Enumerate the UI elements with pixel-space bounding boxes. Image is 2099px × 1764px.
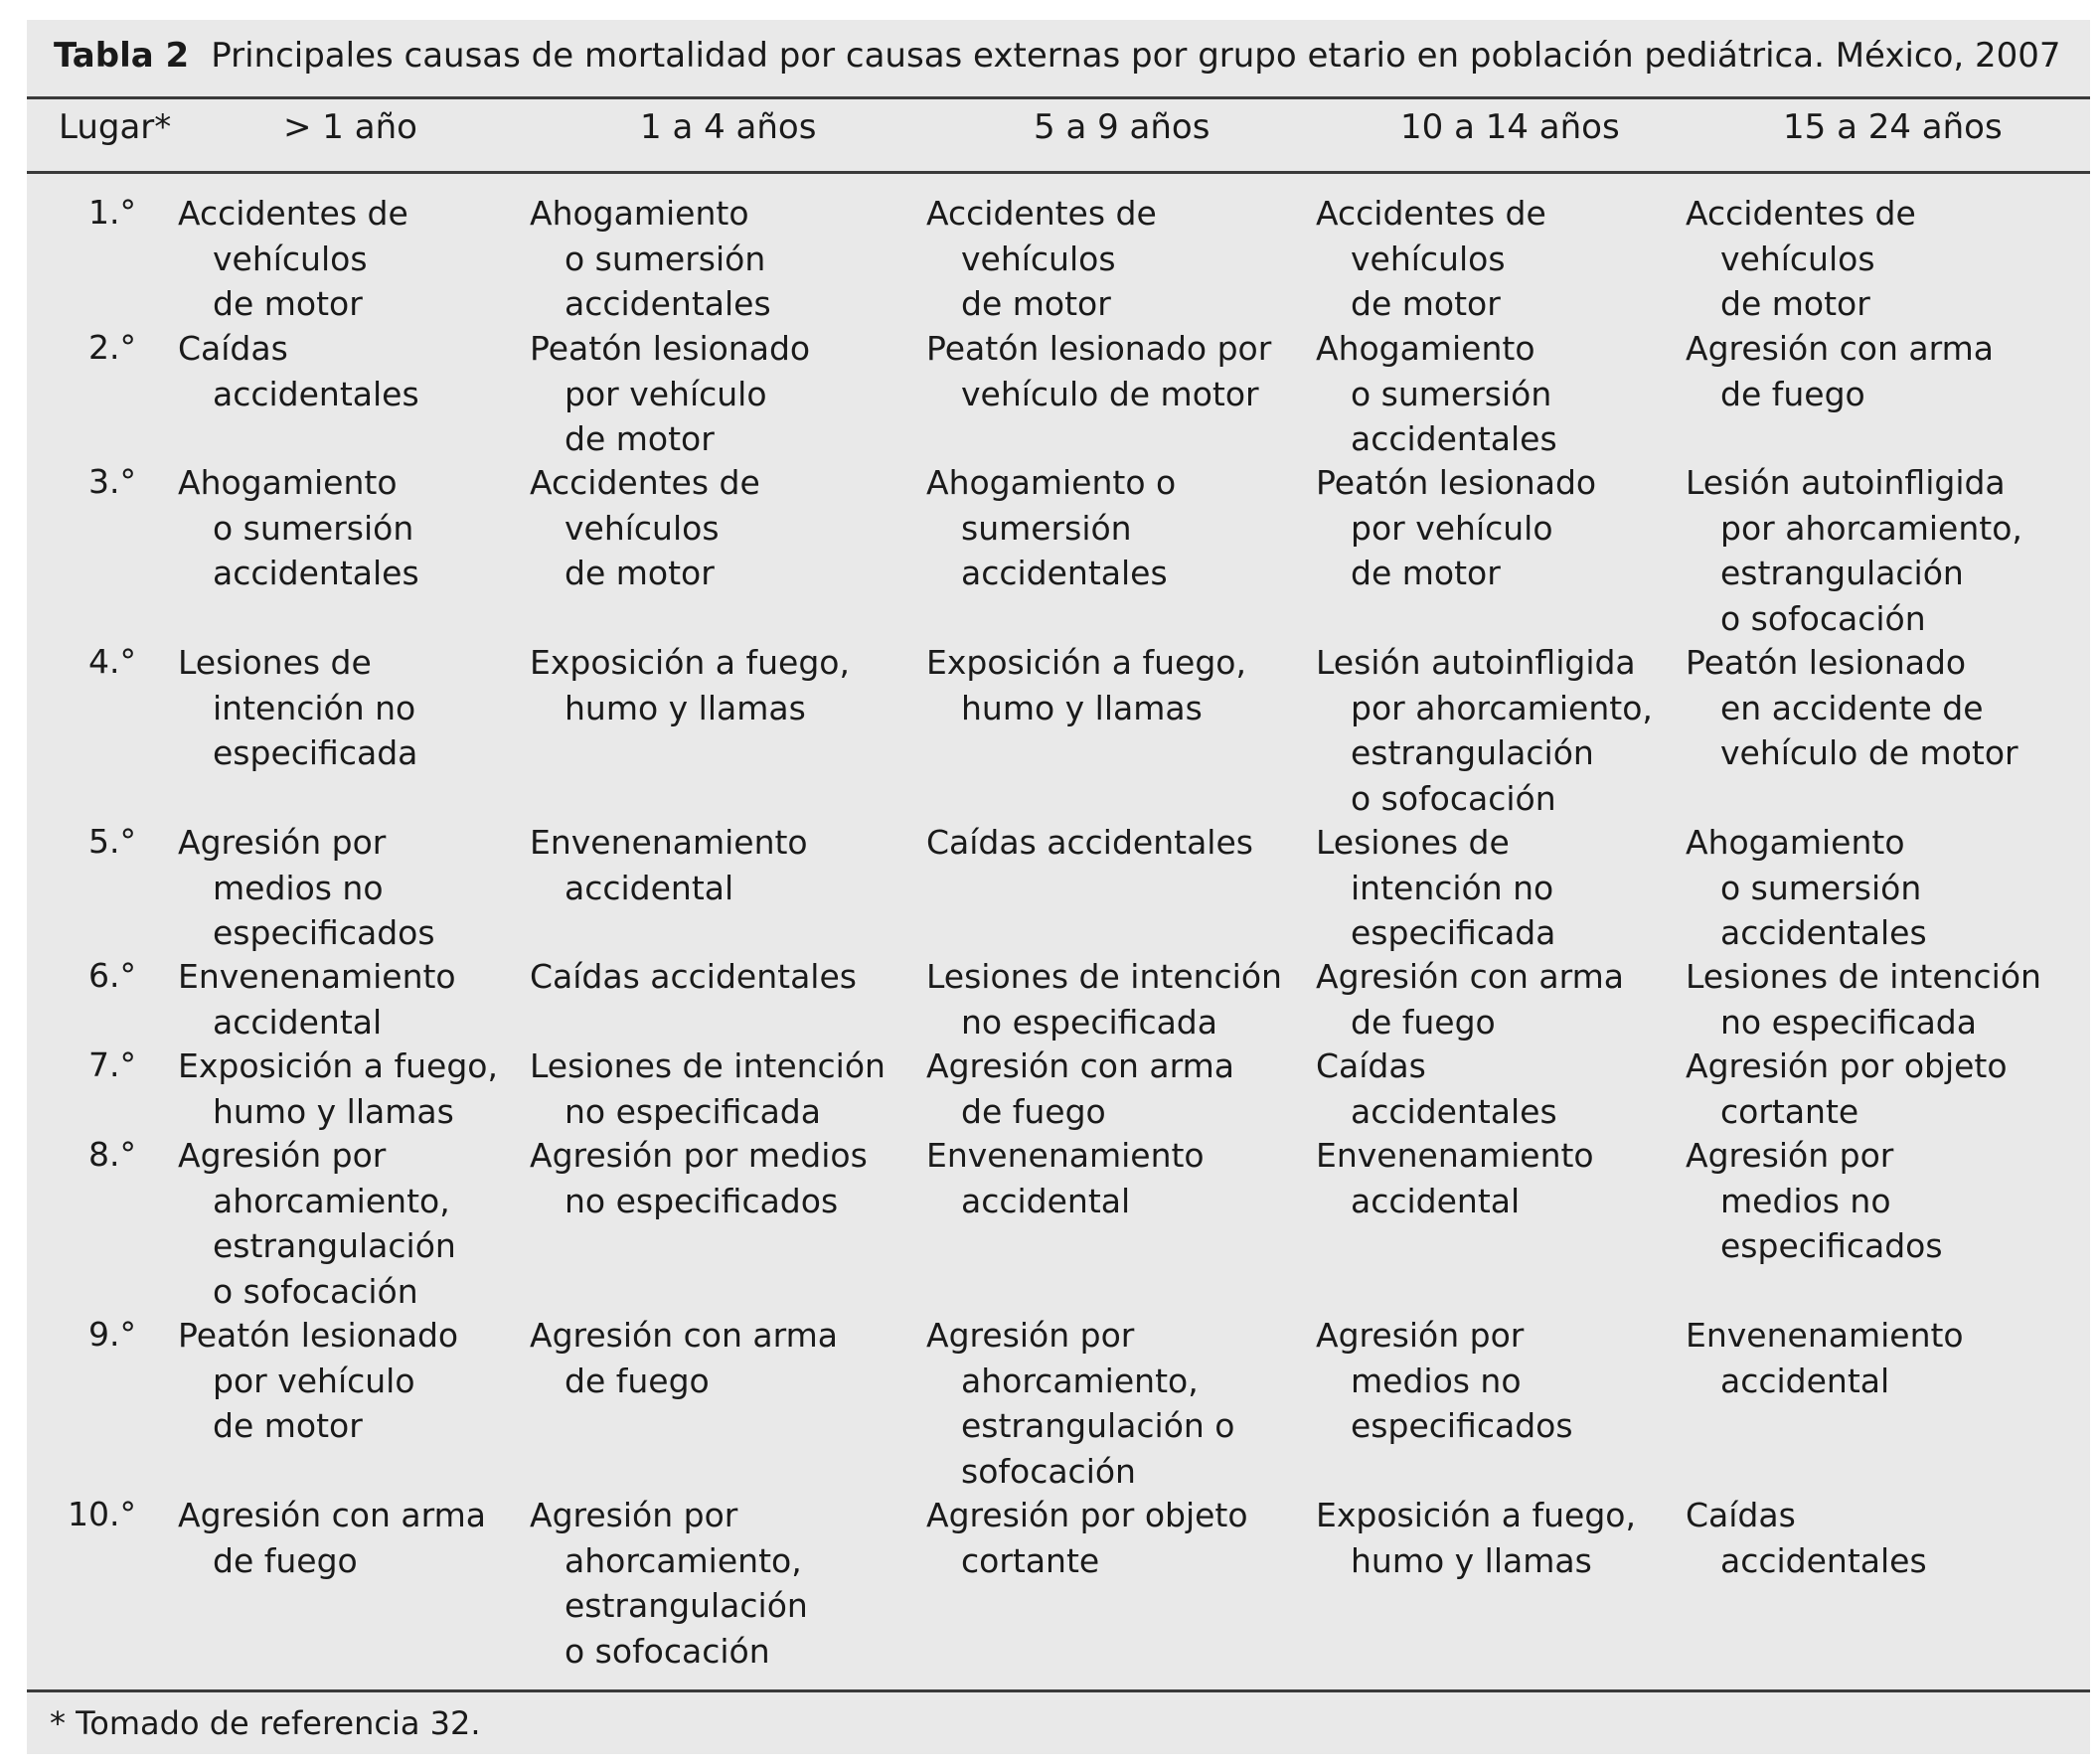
cell-15-24: Accidentes de vehículos de motor bbox=[1686, 194, 1916, 324]
cell-15-24: Lesiones de intención no especificada bbox=[1686, 957, 2041, 1042]
rank-label: 8.° bbox=[88, 1135, 136, 1174]
rank-label: 6.° bbox=[88, 956, 136, 995]
cell-10-14: Agresión con arma de fuego bbox=[1316, 957, 1624, 1042]
rank-label: 10.° bbox=[68, 1495, 136, 1533]
rank-label: 5.° bbox=[88, 822, 136, 861]
cell-15-24: Agresión por medios no especificados bbox=[1686, 1136, 1943, 1266]
cell-5-9: Exposición a fuego, humo y llamas bbox=[926, 643, 1246, 727]
table-caption bbox=[54, 36, 2061, 76]
caption-title: Principales causas de mortalidad por causas externas por grupo etario en población pediátrica. México, 2007 bbox=[211, 36, 2061, 76]
header-age-15-24: 15 a 24 años bbox=[1783, 107, 2003, 147]
cell-5-9: Agresión por ahorcamiento, estrangulación o sofocación bbox=[926, 1316, 1235, 1491]
caption-label: Tabla 2 bbox=[54, 36, 190, 76]
cell-10-14: Agresión por medios no especificados bbox=[1316, 1316, 1573, 1446]
cell-15-24: Ahogamiento o sumersión accidentales bbox=[1686, 823, 1927, 953]
cell-under-1: Caídas accidentales bbox=[178, 329, 419, 413]
table-panel bbox=[27, 20, 2090, 1754]
cell-15-24: Agresión con arma de fuego bbox=[1686, 329, 1994, 413]
cell-10-14: Peatón lesionado por vehículo de motor bbox=[1316, 463, 1597, 593]
cell-10-14: Ahogamiento o sumersión accidentales bbox=[1316, 329, 1557, 459]
rank-label: 3.° bbox=[88, 462, 136, 501]
cell-5-9: Peatón lesionado por vehículo de motor bbox=[926, 329, 1272, 413]
header-age-10-14: 10 a 14 años bbox=[1400, 107, 1620, 147]
cell-5-9: Ahogamiento o sumersión accidentales bbox=[926, 463, 1177, 593]
cell-1-4: Accidentes de vehículos de motor bbox=[530, 463, 760, 593]
header-age-1-4: 1 a 4 años bbox=[640, 107, 817, 147]
cell-15-24: Peatón lesionado en accidente de vehículo de motor bbox=[1686, 643, 2018, 773]
cell-under-1: Agresión por ahorcamiento, estrangulación o sofocación bbox=[178, 1136, 456, 1311]
cell-10-14: Envenenamiento accidental bbox=[1316, 1136, 1594, 1220]
cell-1-4: Agresión por medios no especificados bbox=[530, 1136, 868, 1220]
rank-label: 7.° bbox=[88, 1045, 136, 1084]
cell-1-4: Agresión con arma de fuego bbox=[530, 1316, 838, 1400]
rule-top bbox=[27, 96, 2090, 99]
cell-10-14: Accidentes de vehículos de motor bbox=[1316, 194, 1546, 324]
cell-5-9: Lesiones de intención no especificada bbox=[926, 957, 1282, 1042]
header-age-5-9: 5 a 9 años bbox=[1034, 107, 1211, 147]
cell-1-4: Lesiones de intención no especificada bbox=[530, 1046, 886, 1131]
cell-15-24: Agresión por objeto cortante bbox=[1686, 1046, 2008, 1131]
rule-bottom bbox=[27, 1689, 2090, 1692]
cell-15-24: Caídas accidentales bbox=[1686, 1496, 1927, 1580]
rank-label: 2.° bbox=[88, 328, 136, 367]
cell-5-9: Agresión por objeto cortante bbox=[926, 1496, 1248, 1580]
rule-header bbox=[27, 171, 2090, 174]
rank-label: 1.° bbox=[88, 193, 136, 232]
cell-under-1: Ahogamiento o sumersión accidentales bbox=[178, 463, 419, 593]
cell-under-1: Peatón lesionado por vehículo de motor bbox=[178, 1316, 459, 1446]
cell-under-1: Agresión por medios no especificados bbox=[178, 823, 435, 953]
footnote: * Tomado de referencia 32. bbox=[50, 1704, 481, 1742]
cell-5-9: Envenenamiento accidental bbox=[926, 1136, 1205, 1220]
cell-1-4: Envenenamiento accidental bbox=[530, 823, 808, 907]
cell-under-1: Agresión con arma de fuego bbox=[178, 1496, 486, 1580]
cell-under-1: Exposición a fuego, humo y llamas bbox=[178, 1046, 498, 1131]
cell-1-4: Ahogamiento o sumersión accidentales bbox=[530, 194, 771, 324]
cell-under-1: Lesiones de intención no especificada bbox=[178, 643, 418, 773]
cell-under-1: Envenenamiento accidental bbox=[178, 957, 456, 1042]
header-age-under-1: > 1 año bbox=[283, 107, 417, 147]
cell-15-24: Lesión autoinfligida por ahorcamiento, estrangulación o sofocación bbox=[1686, 463, 2022, 638]
cell-10-14: Lesiones de intención no especificada bbox=[1316, 823, 1556, 953]
rank-label: 9.° bbox=[88, 1315, 136, 1354]
cell-1-4: Agresión por ahorcamiento, estrangulación o sofocación bbox=[530, 1496, 808, 1671]
cell-10-14: Caídas accidentales bbox=[1316, 1046, 1557, 1131]
cell-5-9: Agresión con arma de fuego bbox=[926, 1046, 1234, 1131]
header-rank: Lugar* bbox=[59, 107, 172, 147]
cell-1-4: Exposición a fuego, humo y llamas bbox=[530, 643, 850, 727]
cell-under-1: Accidentes de vehículos de motor bbox=[178, 194, 408, 324]
cell-5-9: Caídas accidentales bbox=[926, 823, 1253, 862]
cell-1-4: Caídas accidentales bbox=[530, 957, 857, 996]
cell-15-24: Envenenamiento accidental bbox=[1686, 1316, 1964, 1400]
rank-label: 4.° bbox=[88, 642, 136, 681]
cell-1-4: Peatón lesionado por vehículo de motor bbox=[530, 329, 811, 459]
cell-10-14: Exposición a fuego, humo y llamas bbox=[1316, 1496, 1636, 1580]
cell-10-14: Lesión autoinfligida por ahorcamiento, estrangulación o sofocación bbox=[1316, 643, 1653, 818]
cell-5-9: Accidentes de vehículos de motor bbox=[926, 194, 1157, 324]
